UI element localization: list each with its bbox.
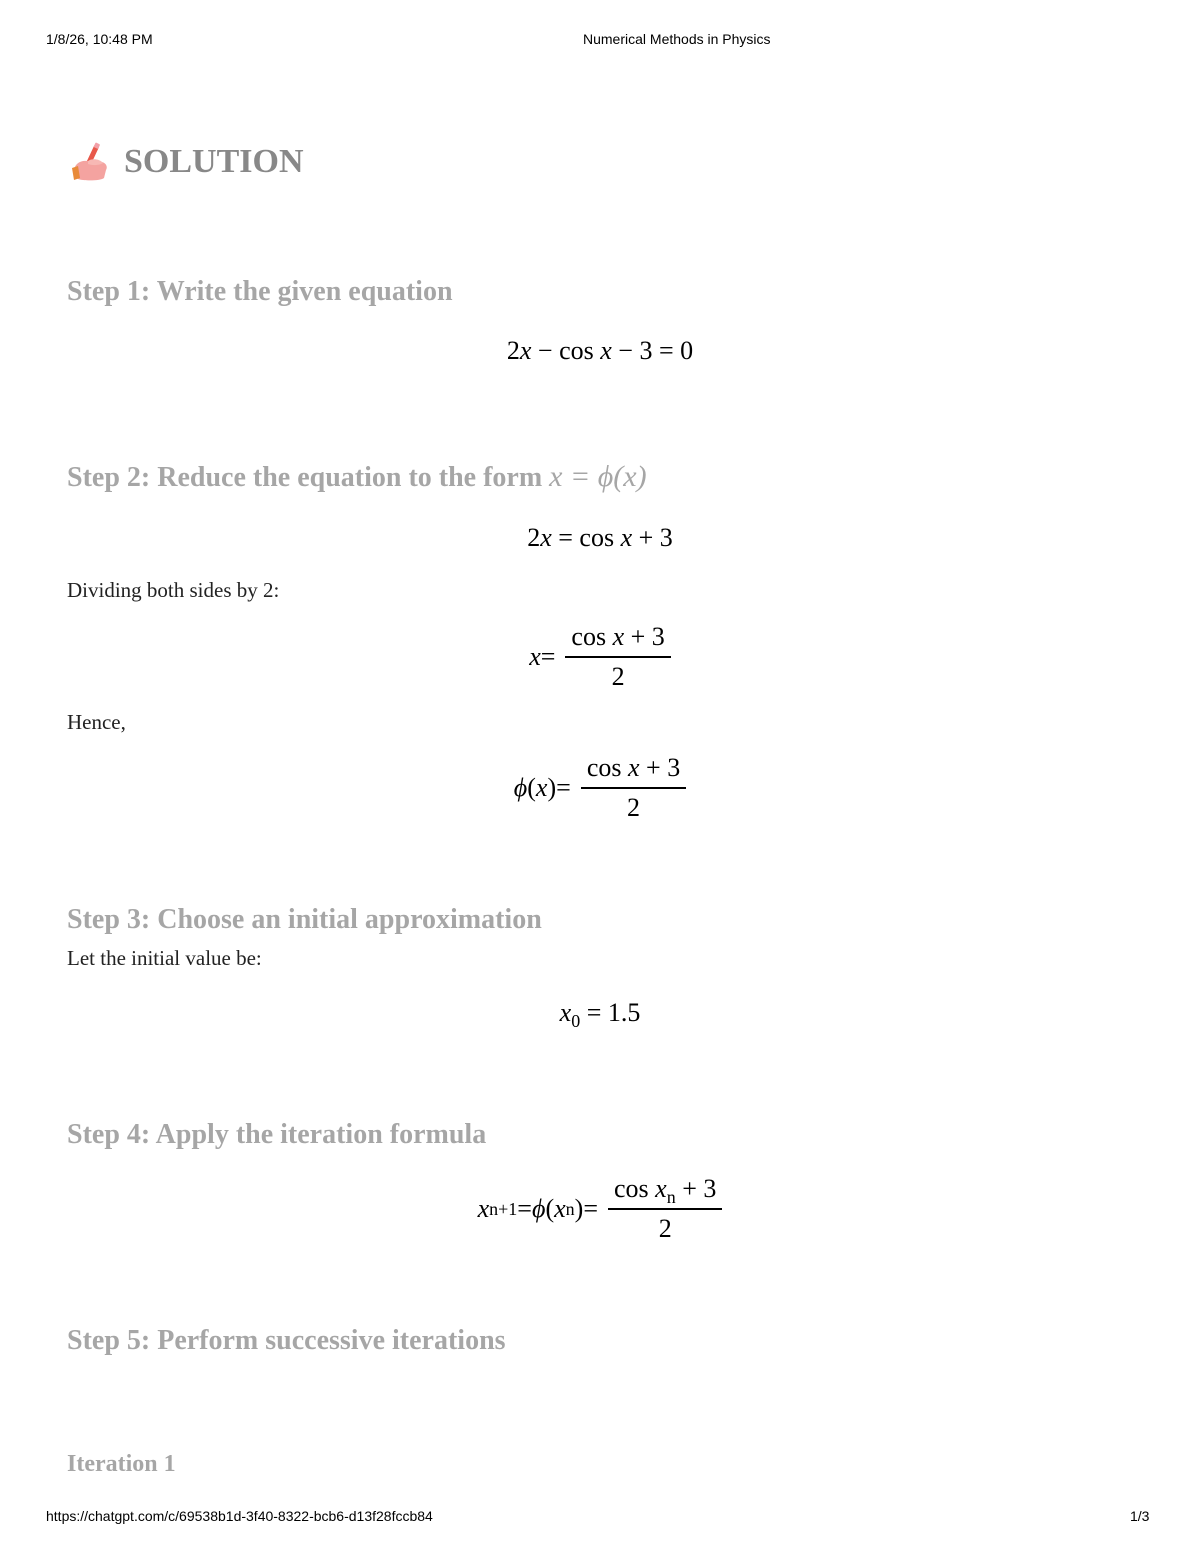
eq-var: x: [540, 523, 552, 552]
step1-equation: [0, 336, 1200, 366]
print-datetime: 1/8/26, 10:48 PM: [46, 31, 153, 47]
eq-var: x: [519, 336, 532, 365]
fraction-denominator: 2: [627, 793, 640, 822]
eq-op: = cos: [551, 523, 621, 552]
writing-hand-icon: [70, 142, 112, 182]
step2-heading: [67, 460, 647, 494]
fraction-denominator: 2: [611, 662, 625, 691]
eq-rest: + 3: [632, 523, 673, 552]
eq-coef: 2: [506, 336, 520, 365]
eq-var: x: [477, 1194, 490, 1223]
eq-op: − cos: [531, 336, 601, 365]
eq-phi: ϕ: [513, 773, 528, 802]
eq-var: x: [535, 773, 548, 802]
step2-equation-1: [0, 523, 1200, 553]
step4-heading: Step 4: Apply the iteration formula: [67, 1119, 487, 1150]
page-url: https://chatgpt.com/c/69538b1d-3f40-8322-bcb6-d13f28fccb84: [46, 1508, 433, 1524]
fraction-numerator: cos x + 3: [565, 622, 670, 658]
eq-var: x: [559, 998, 572, 1027]
eq-equals: =: [556, 773, 571, 802]
step3-heading: Step 3: Choose an initial approximation: [67, 904, 542, 935]
fraction-numerator: $\cos x_n + 3$: [608, 1174, 722, 1210]
eq-rest: = 1.5: [580, 998, 641, 1027]
page-title: Numerical Methods in Physics: [583, 31, 771, 47]
eq-equals: =: [540, 642, 556, 671]
solution-heading-text: SOLUTION: [124, 143, 304, 180]
fraction-denominator: 2: [658, 1214, 672, 1243]
initial-value-text: Let the initial value be:: [67, 946, 262, 970]
eq-var: x: [620, 523, 633, 552]
step5-heading: Step 5: Perform successive iterations: [67, 1325, 506, 1356]
step1-heading: Step 1: Write the given equation: [67, 276, 453, 307]
hence-text: Hence,: [67, 710, 126, 734]
fraction: [581, 753, 686, 823]
solution-heading: [70, 140, 304, 184]
eq-phi: ϕ: [531, 1194, 546, 1223]
eq-coef: 2: [527, 523, 541, 552]
page-number: 1/3: [1130, 1508, 1150, 1524]
iteration1-heading: Iteration 1: [67, 1451, 176, 1477]
fraction: [565, 622, 670, 692]
eq-var: x: [600, 336, 612, 365]
eq-rest: − 3 = 0: [611, 336, 694, 365]
step2-heading-text: Step 2: Reduce the equation to the form: [67, 462, 550, 493]
dividing-text: Dividing both sides by 2:: [67, 578, 280, 602]
eq-equals: =: [583, 1194, 598, 1223]
fraction-numerator: cos x + 3: [581, 753, 686, 789]
step4-equation: x n+1 = ϕ ( x n ) = $\frac{\cos x_n + 3}{2}$: [0, 1174, 1200, 1244]
fraction: [608, 1174, 722, 1244]
step2-equation-3: ϕ ( x ) = $\frac{\text{cos x + 3}}{2}$: [0, 753, 1200, 823]
step2-heading-math: x = ϕ(x): [549, 460, 647, 493]
eq-var: x: [529, 642, 541, 671]
step2-equation-2: [0, 622, 1200, 692]
eq-subscript: 0: [571, 1011, 581, 1031]
step3-equation: [0, 998, 1200, 1031]
